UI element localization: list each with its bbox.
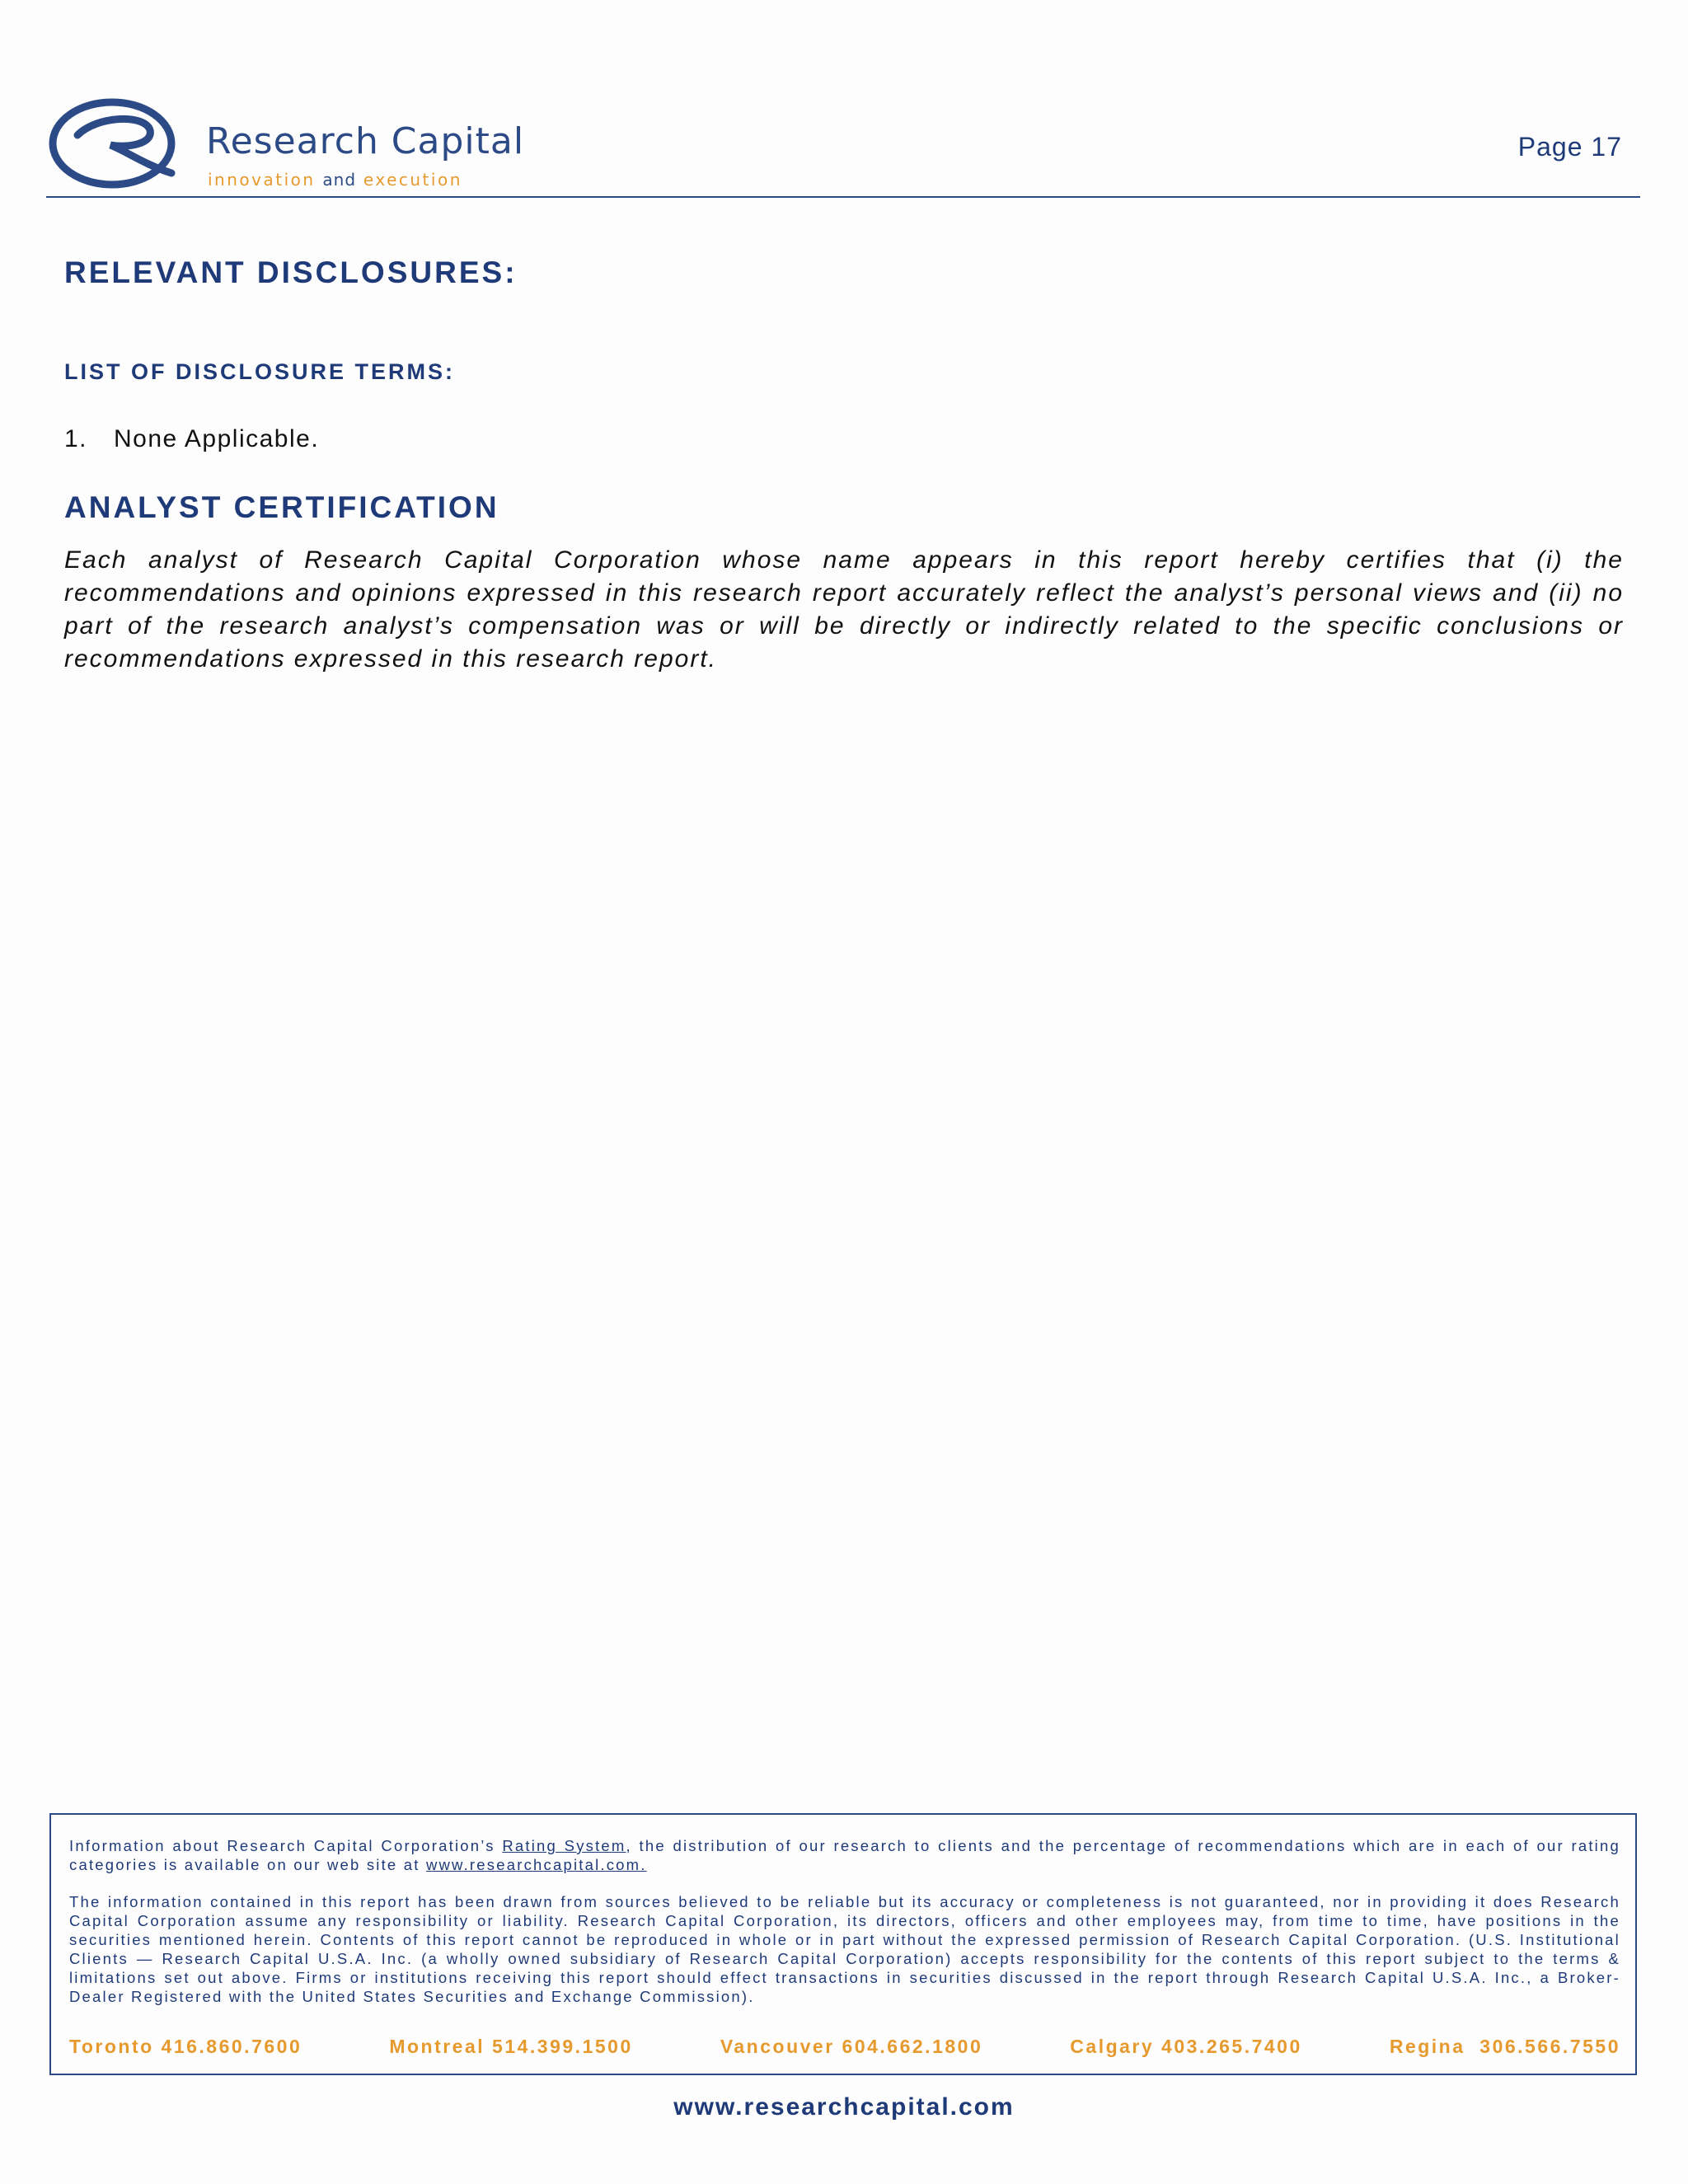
brand-name: Research Capital [206, 120, 525, 162]
list-item [64, 425, 319, 453]
tagline-and: and [322, 170, 357, 190]
disclosure-terms-heading: LIST OF DISCLOSURE TERMS: [64, 359, 456, 384]
research-capital-logo-icon [48, 97, 176, 190]
footer-website[interactable]: www.researchcapital.com [673, 2093, 1015, 2121]
tagline-innovation: innovation [208, 170, 316, 190]
disclaimer-box [49, 1813, 1637, 2075]
page-header [48, 92, 1639, 199]
website-link[interactable]: www.researchcapital.com. [425, 1856, 647, 1873]
rating-info-text-2: , the distribution of our research to clients and the percentage of recommendations which are in each of our rating categories is available on our web site at [69, 1837, 1620, 1873]
tagline [208, 170, 462, 190]
rating-info-text-1: Information about Research Capital Corporation’s [69, 1837, 503, 1854]
office-calgary: Calgary 403.265.7400 [1070, 2036, 1302, 2057]
analyst-certification-text: Each analyst of Research Capital Corporation whose name appears in this report hereby certifies that (i) the recommendations and opinions expressed in this research report accurately reflect the analyst’s personal views and (ii) no part of the research analyst’s compensation was or will be directly or indirectly related to the specific conclusions or recommendations expressed in this research report. [64, 546, 1624, 673]
list-item-number: 1. [64, 425, 88, 452]
office-toronto: Toronto 416.860.7600 [69, 2036, 302, 2057]
office-vancouver: Vancouver 604.662.1800 [720, 2036, 983, 2057]
office-list [69, 2036, 1620, 2058]
header-divider [46, 196, 1640, 198]
tagline-execution: execution [363, 170, 462, 190]
rating-info-paragraph [69, 1836, 1620, 1874]
list-item-text: None Applicable. [114, 425, 320, 452]
page-number: Page 17 [1517, 132, 1622, 162]
office-montreal: Montreal 514.399.1500 [389, 2036, 633, 2057]
disclaimer-paragraph: The information contained in this report has been drawn from sources believed to be reliable but its accuracy or completeness is not guaranteed, nor in providing it does Research Capital Corporation assume any responsibility or liability. Research Capital Corporation, its directors, officers and other employees may, from time to time, have positions in the securities mentioned herein. Contents of this report cannot be reproduced in whole or in part without the expressed permission of Research Capital Corporation. (U.S. Institutional Clients — Research Capital U.S.A. Inc. (a wholly owned subsidiary of Research Capital Corporation) accepts responsibility for the contents of this report subject to the terms & limitations set out above. Firms or institutions receiving this report should effect transactions in securities discussed in the report through Research Capital U.S.A. Inc., a Broker-Dealer Registered with the United States Securities and Exchange Commission). [69, 1893, 1620, 2005]
rating-system-link[interactable]: Rating System [502, 1837, 626, 1854]
analyst-certification-heading: ANALYST CERTIFICATION [64, 490, 499, 524]
office-regina: Regina 306.566.7550 [1389, 2036, 1620, 2057]
relevant-disclosures-heading: RELEVANT DISCLOSURES: [64, 255, 518, 289]
